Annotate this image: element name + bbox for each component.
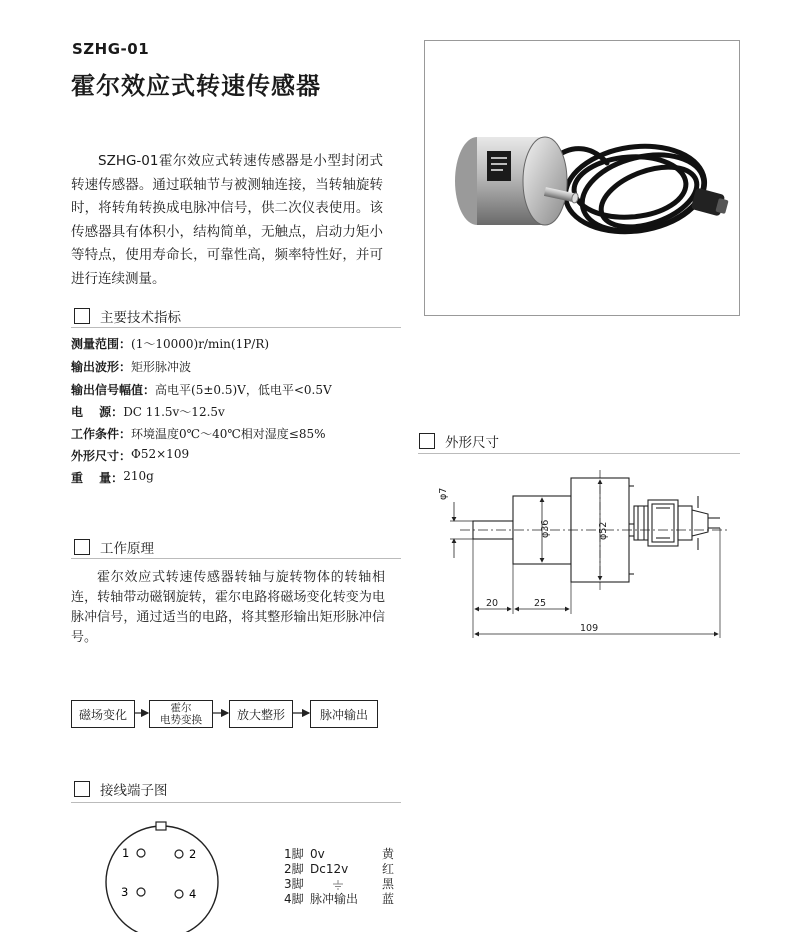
product-photo [424, 40, 740, 316]
dimensions-heading-text: 外形尺寸 [445, 435, 499, 451]
pin-label: 1 [122, 846, 130, 860]
spec-row: 工作条件： 环境温度0℃～40℃相对湿度≤85% [71, 427, 326, 441]
pin-hole-icon [137, 888, 145, 896]
list-item: 2脚 Dc12v 红 [284, 862, 395, 876]
flow-step-pulse-output: 脉冲输出 [310, 700, 378, 728]
spec-row: 外形尺寸： Φ52×109 [71, 447, 190, 463]
dimensions-heading [419, 431, 499, 451]
section-divider [71, 327, 401, 328]
list-item: 3脚 黑 [284, 877, 395, 891]
principle-heading [74, 537, 154, 557]
dim-label: φ52 [598, 521, 609, 540]
sensor-photo-illustration [425, 41, 739, 315]
list-item: 1脚 0v 黄 [284, 847, 395, 861]
specs-heading-text: 主要技术指标 [100, 310, 181, 326]
principle-paragraph: 霍尔效应式转速传感器转轴与旋转物体的转轴相连，转轴带动磁钢旋转，霍尔电路将磁场变化转变为电脉冲信号，通过适当的电路，将其整形输出矩形脉冲信号。 [71, 570, 385, 645]
intro-paragraph: SZHG-01霍尔效应式转速传感器是小型封闭式转速传感器。通过联轴节与被测轴连接，当转轴旋转时，将转角转换成电脉冲信号，供二次仪表使用。该传感器具有体积小，结构简单，无触点，启动力矩小等特点，使用寿命长，可靠性高，频率特性好，并可进行连续测量。 [71, 153, 383, 287]
dim-label: 109 [580, 623, 599, 634]
spec-row: 重 量： 210g [71, 469, 154, 485]
model-number: SZHG-01 [72, 40, 150, 58]
pin-hole-icon [137, 849, 145, 857]
dim-label: φ36 [540, 519, 551, 538]
wiring-heading-text: 接线端子图 [100, 783, 168, 799]
dim-label: φ7 [438, 487, 449, 500]
connector-diagram [100, 818, 230, 932]
checkbox-square-icon [74, 539, 90, 555]
page-title: 霍尔效应式转速传感器 [71, 72, 321, 100]
checkbox-square-icon [74, 781, 90, 797]
pin-list [284, 847, 402, 907]
flow-step-hall-conversion: 霍尔 电势变换 [149, 700, 213, 728]
checkbox-square-icon [419, 433, 435, 449]
principle-heading-text: 工作原理 [100, 541, 154, 557]
flow-step-amplify-shape: 放大整形 [229, 700, 293, 728]
pin-label: 4 [189, 887, 197, 901]
spec-row: 输出信号幅值： 高电平(5±0.5)V，低电平<0.5V [71, 383, 332, 397]
pin-label: 2 [189, 847, 197, 861]
dim-label: 20 [486, 598, 499, 609]
dimension-drawing [430, 462, 750, 652]
pin-hole-icon [175, 850, 183, 858]
section-divider [71, 558, 401, 559]
pin-label: 3 [121, 885, 129, 899]
list-item: 4脚 脉冲输出 蓝 [284, 892, 395, 906]
section-divider [71, 802, 401, 803]
spec-row: 测量范围： (1～10000)r/min(1P/R) [71, 337, 270, 351]
section-divider [418, 453, 740, 454]
wiring-heading [74, 779, 168, 799]
spec-row: 输出波形： 矩形脉冲波 [71, 360, 192, 374]
ground-symbol-icon [332, 880, 344, 890]
checkbox-square-icon [74, 308, 90, 324]
specs-heading [74, 306, 181, 326]
dim-label: 25 [534, 598, 547, 609]
flow-step-magnetic-change: 磁场变化 [71, 700, 135, 728]
spec-row: 电 源： DC 11.5v～12.5v [71, 405, 225, 419]
pin-hole-icon [175, 890, 183, 898]
